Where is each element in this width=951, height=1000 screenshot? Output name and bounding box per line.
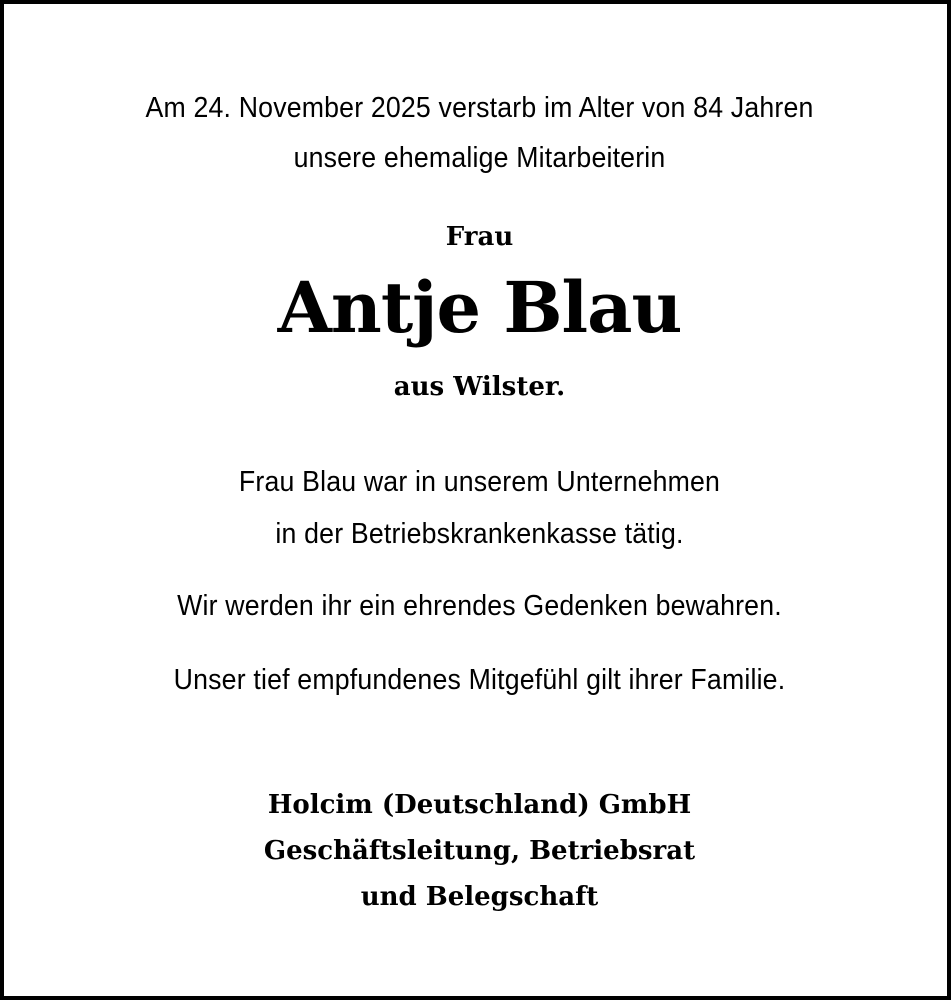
salutation: Frau (445, 222, 514, 252)
signature-company: Holcim (Deutschland) GmbH (267, 790, 692, 820)
body-line-2: in der Betriebskrankenkasse tätig. (275, 518, 684, 550)
deceased-name: Antje Blau (277, 266, 682, 349)
origin: aus Wilster. (393, 372, 566, 402)
intro-line-2: unsere ehemalige Mitarbeiterin (293, 142, 666, 174)
body-line-3: Wir werden ihr ein ehrendes Gedenken bewahren. (177, 590, 782, 622)
signature-line-3: und Belegschaft (360, 882, 599, 912)
body-line-4: Unser tief empfundenes Mitgefühl gilt ihrer Familie. (173, 664, 786, 696)
signature-line-2: Geschäftsleitung, Betriebsrat (263, 836, 696, 866)
intro-line-1: Am 24. November 2025 verstarb im Alter von 84 Jahren (145, 92, 814, 124)
body-line-1: Frau Blau war in unserem Unternehmen (238, 466, 721, 498)
